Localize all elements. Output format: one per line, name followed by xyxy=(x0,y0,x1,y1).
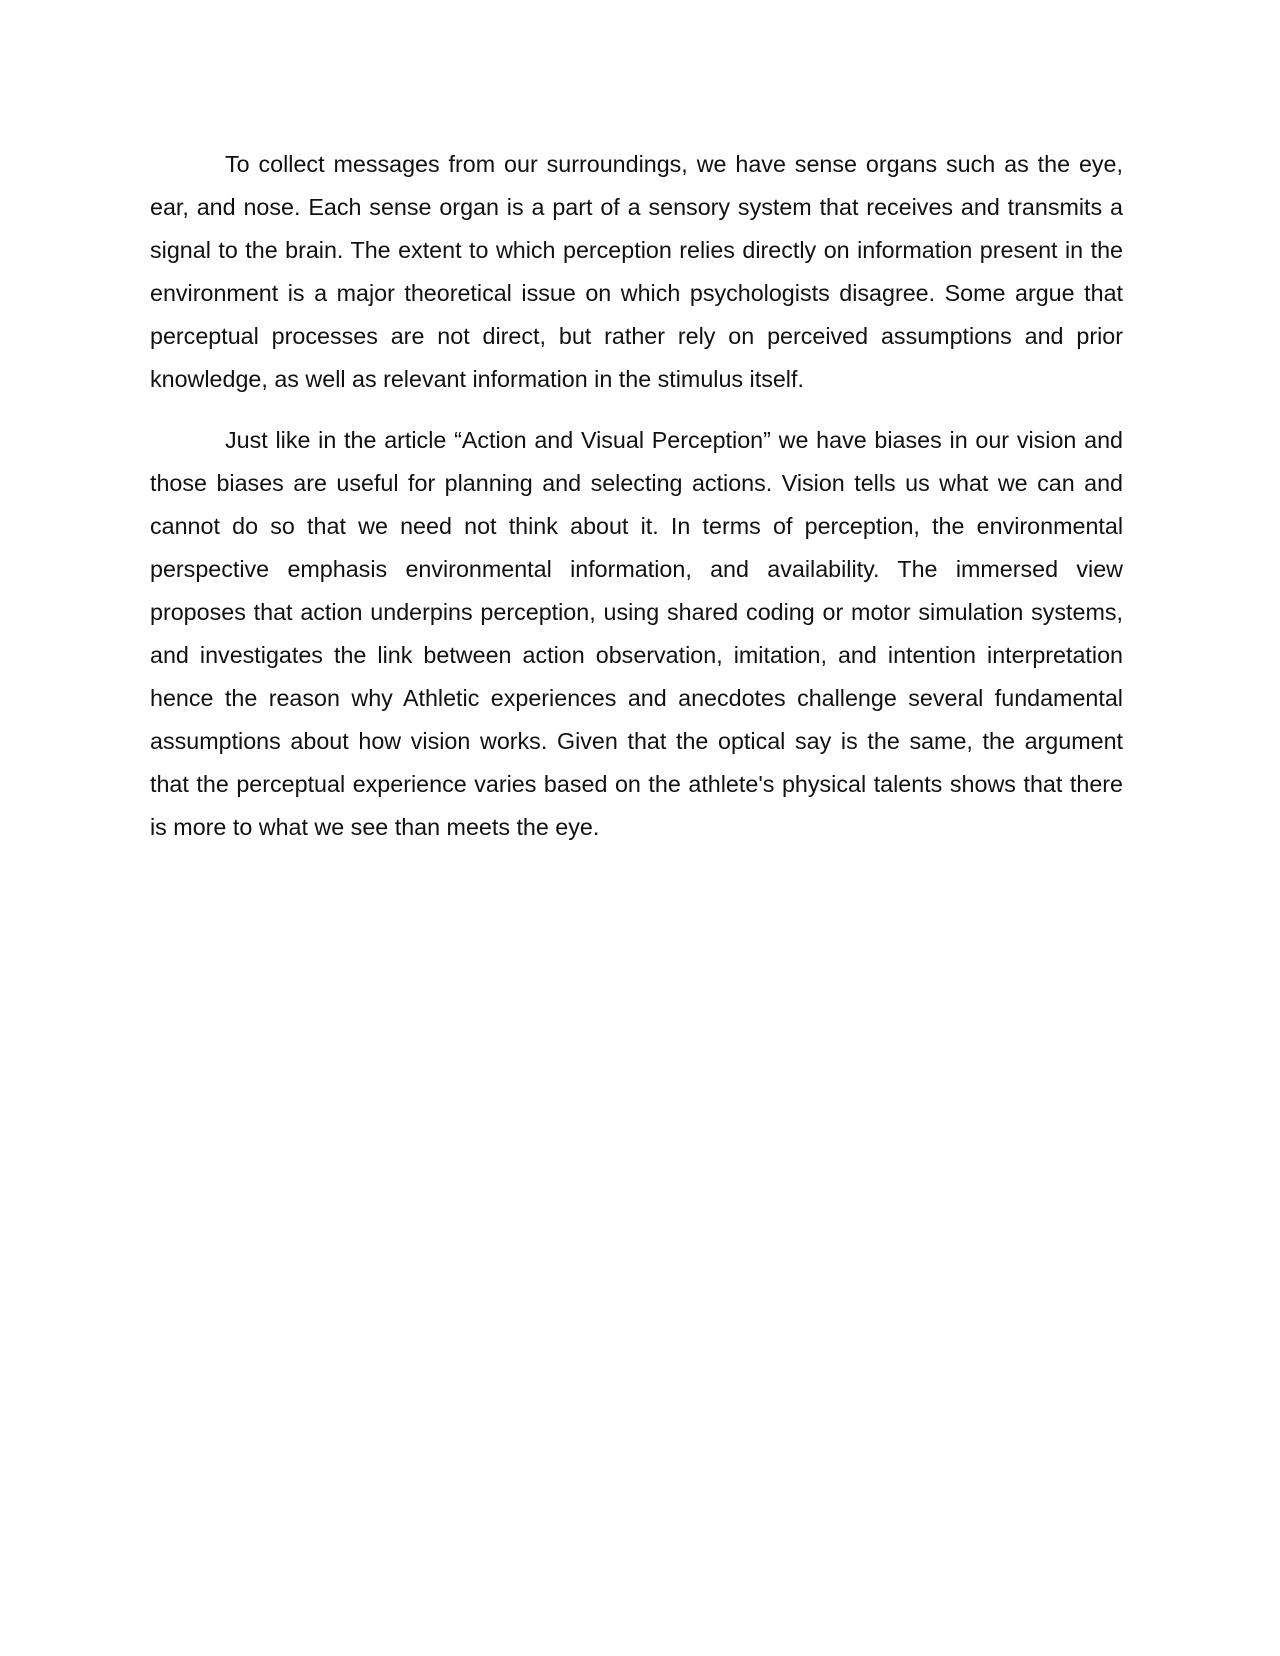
document-body xyxy=(150,143,1123,867)
paragraph-1: To collect messages from our surroundings, we have sense organs such as the eye, ear, and nose. Each sense organ is a part of a sensory system that receives and transmits a signal to the brain. The extent to which perception relies directly on information present in the environment is a major theoretical issue on which psychologists disagree. Some argue that perceptual processes are not direct, but rather rely on perceived assumptions and prior knowledge, as well as relevant information in the stimulus itself. xyxy=(150,151,1123,393)
paragraph-2: Just like in the article “Action and Visual Perception” we have biases in our vision and those biases are useful for planning and selecting actions. Vision tells us what we can and cannot do so that we need not think about it. In terms of perception, the environmental perspective emphasis environmental information, and availability. The immersed view proposes that action underpins perception, using shared coding or motor simulation systems, and investigates the link between action observation, imitation, and intention interpretation hence the reason why Athletic experiences and anecdotes challenge several fundamental assumptions about how vision works. Given that the optical say is the same, the argument that the perceptual experience varies based on the athlete's physical talents shows that there is more to what we see than meets the eye. xyxy=(150,426,1123,841)
